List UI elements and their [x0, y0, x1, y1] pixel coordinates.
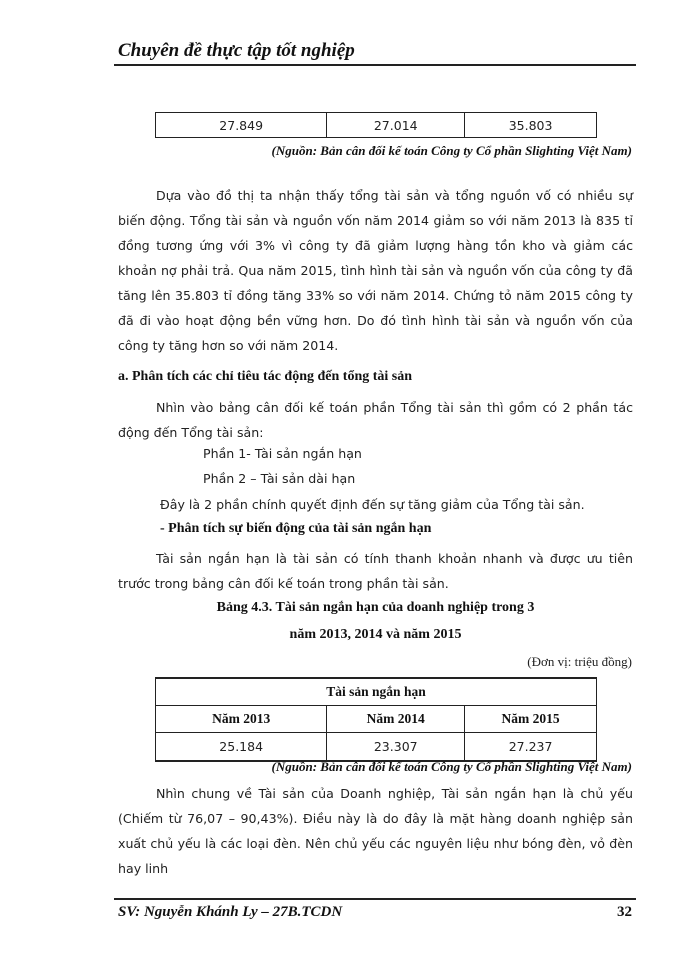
table-cell: 23.307	[327, 733, 465, 762]
heading-a: a. Phân tích các chỉ tiêu tác động đến tổng tài sản	[118, 369, 413, 384]
footer-rule	[114, 898, 636, 900]
table-header-row	[156, 706, 597, 733]
paragraph-1: Dựa vào đồ thị ta nhận thấy tổng tài sản và tổng nguồn vố có nhiều sự biến động. Tổng tài sản và nguồn vốn năm 2014 giảm so với năm 2013 là 835 tỉ đồng tương ứng với 3% vì công ty đã giảm lượng hàng tồn kho và giảm các khoản nợ phải trả. Qua năm 2015, tình hình tài sản và nguồn vốn của công ty đã tăng lên 35.803 tỉ đồng tăng 33% so với năm 2014. Chứng tỏ năm 2015 công ty đã đi vào hoạt động bền vững hơn. Do đó tình hình tài sản và nguồn vốn của công ty tăng hơn so với năm 2014.	[118, 188, 633, 353]
table-cell: 27.237	[465, 733, 597, 762]
footer-student-name: SV: Nguyễn Khánh Ly – 27B.TCDN	[118, 904, 343, 920]
table-cell: 25.184	[156, 733, 327, 762]
table-row	[156, 113, 597, 138]
table-row	[156, 733, 597, 762]
source-note-top: (Nguồn: Bản cân đối kế toán Công ty Cổ phần Slighting Việt Nam)	[271, 143, 632, 158]
header-rule	[114, 64, 636, 66]
table-cell: 27.849	[156, 113, 327, 138]
header-title: Chuyên đề thực tập tốt nghiệp	[118, 40, 355, 61]
part-1-line: Phần 1- Tài sản ngắn hạn	[203, 446, 362, 461]
table-caption-line-1: Bảng 4.3. Tài sản ngắn hạn của doanh nghiệp trong 3	[216, 600, 535, 615]
column-header: Năm 2015	[465, 706, 597, 733]
table-title-cell: Tài sản ngắn hạn	[156, 678, 597, 706]
table-cell: 35.803	[465, 113, 597, 138]
page-number: 32	[617, 904, 632, 920]
source-note-bottom: (Nguồn: Bản cân đối kế toán Công ty Cổ phần Slighting Việt Nam)	[271, 759, 632, 774]
paragraph-5: Nhìn chung về Tài sản của Doanh nghiệp, Tài sản ngắn hạn là chủ yếu (Chiếm từ 76,07 – 90,43%). Điều này là do đây là mặt hàng doanh nghiệp sản xuất chủ yếu là các loại đèn. Nên chủ yếu các nguyên liệu như bóng đèn, vỏ đèn hay linh	[118, 786, 633, 876]
sentence-3: Đây là 2 phần chính quyết định đến sự tăng giảm của Tổng tài sản.	[160, 497, 585, 512]
table-cell: 27.014	[327, 113, 465, 138]
part-2-line: Phần 2 – Tài sản dài hạn	[203, 471, 356, 486]
top-table-fragment	[155, 112, 597, 138]
column-header: Năm 2013	[156, 706, 327, 733]
heading-b: - Phân tích sự biến động của tài sản ngắn hạn	[160, 521, 432, 536]
table-caption-line-2: năm 2013, 2014 và năm 2015	[289, 627, 462, 642]
column-header: Năm 2014	[327, 706, 465, 733]
unit-note: (Đơn vị: triệu đồng)	[527, 654, 632, 669]
short-term-assets-table	[155, 677, 597, 762]
table-title-row	[156, 678, 597, 706]
paragraph-4: Tài sản ngắn hạn là tài sản có tính thanh khoản nhanh và được ưu tiên trước trong bảng cân đối kế toán trong phần tài sản.	[118, 551, 633, 591]
paragraph-2: Nhìn vào bảng cân đối kế toán phần Tổng tài sản thì gồm có 2 phần tác động đến Tổng tài sản:	[118, 400, 633, 440]
